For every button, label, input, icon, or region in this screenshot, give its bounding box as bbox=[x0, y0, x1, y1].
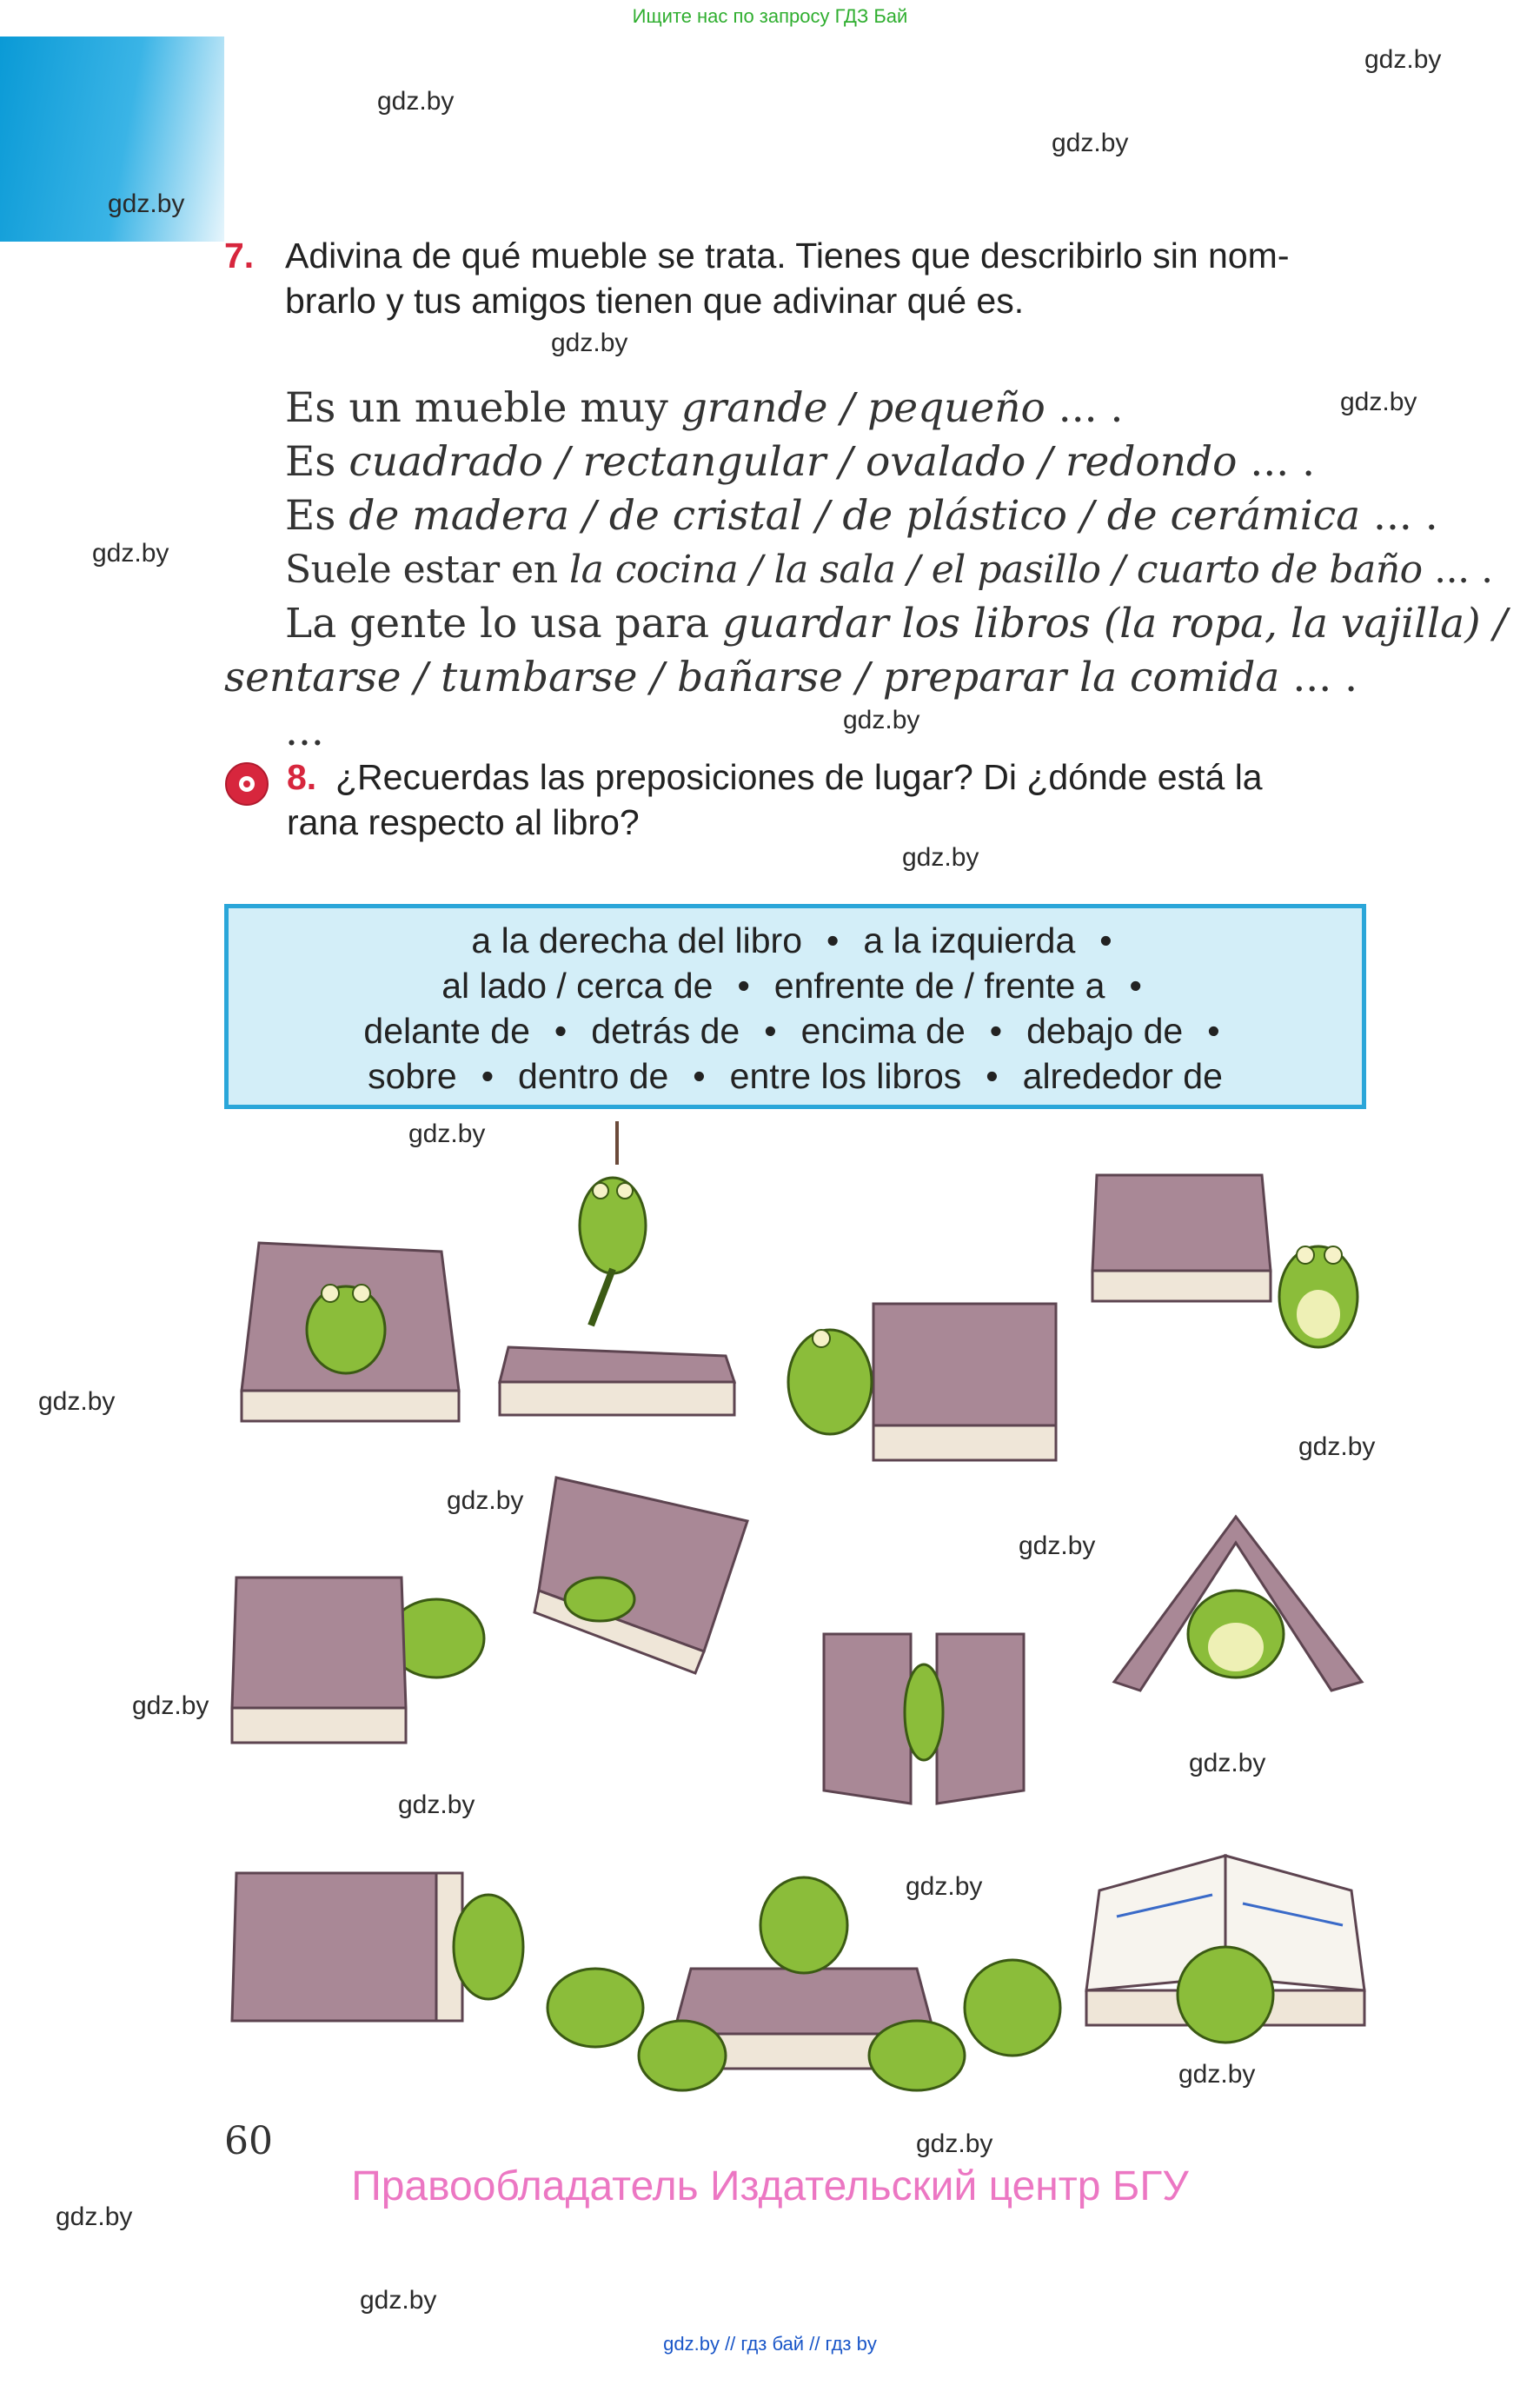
frogs-around-book-illustration bbox=[534, 1860, 1073, 2095]
watermark: gdz.by bbox=[447, 1486, 524, 1515]
example-line: sentarse / tumbarse / bañarse / preparar la comida ... . bbox=[224, 654, 1358, 701]
watermark: gdz.by bbox=[92, 539, 169, 568]
search-hint: Ищите нас по запросу ГДЗ Бай bbox=[632, 5, 908, 27]
watermark: gdz.by bbox=[1298, 1432, 1376, 1461]
frog-between-books-illustration bbox=[815, 1617, 1032, 1812]
watermark: gdz.by bbox=[377, 87, 455, 116]
watermark: gdz.by bbox=[906, 1872, 983, 1901]
task-text: rana respecto al libro? bbox=[287, 802, 640, 842]
watermark: gdz.by bbox=[108, 189, 185, 218]
watermark: gdz.by bbox=[56, 2202, 133, 2231]
watermark: gdz.by bbox=[902, 843, 979, 872]
watermark: gdz.by bbox=[916, 2129, 993, 2158]
example-line: Es de madera / de cristal / de plástico / de cerámica ... . bbox=[285, 492, 1438, 540]
footer-links[interactable]: gdz.by // гдз бай // гдз by bbox=[663, 2333, 877, 2355]
task-7 bbox=[224, 233, 1380, 321]
example-line: ... bbox=[285, 708, 324, 755]
frog-next-to-book-illustration bbox=[228, 1860, 532, 2056]
task-text: ¿Recuerdas las preposiciones de lugar? Di ¿dónde está la bbox=[335, 757, 1263, 797]
watermark: gdz.by bbox=[1340, 388, 1417, 416]
example-line: Suele estar en la cocina / la sala / el pasillo / cuarto de baño ... . bbox=[285, 548, 1493, 592]
task-number: 7. bbox=[224, 236, 255, 276]
task-text: brarlo y tus amigos tienen que adivinar qué es. bbox=[285, 281, 1025, 321]
copyright-notice: Правообладатель Издательский центр БГУ bbox=[351, 2163, 1189, 2209]
frog-inside-book-illustration bbox=[530, 1469, 765, 1686]
example-line: Es cuadrado / rectangular / ovalado / redondo ... . bbox=[285, 438, 1316, 486]
audio-disc-icon[interactable] bbox=[224, 761, 269, 807]
watermark: gdz.by bbox=[132, 1691, 209, 1720]
prepositions-box bbox=[224, 904, 1366, 1109]
preposition-row: al lado / cerca de • enfrente de / frente a • bbox=[441, 966, 1142, 1006]
frog-left-of-book-illustration bbox=[778, 1286, 1065, 1469]
frog-right-of-book-illustration bbox=[1088, 1166, 1375, 1375]
watermark: gdz.by bbox=[843, 706, 920, 734]
watermark: gdz.by bbox=[38, 1387, 116, 1416]
watermark: gdz.by bbox=[1019, 1531, 1096, 1560]
watermark: gdz.by bbox=[1189, 1749, 1266, 1777]
task-8 bbox=[287, 754, 1382, 842]
task-number: 8. bbox=[287, 757, 317, 797]
watermark: gdz.by bbox=[1178, 2060, 1256, 2089]
task-text: Adivina de qué mueble se trata. Tienes que describirlo sin nom- bbox=[285, 236, 1290, 276]
example-line: La gente lo usa para guardar los libros (la ropa, la vajilla) / bbox=[285, 600, 1508, 648]
frog-in-front-of-book-illustration bbox=[1082, 1838, 1369, 2047]
watermark: gdz.by bbox=[398, 1790, 475, 1819]
preposition-row: sobre • dentro de • entre los libros • alrededor de bbox=[368, 1056, 1223, 1096]
page-number: 60 bbox=[224, 2119, 273, 2163]
preposition-row: a la derecha del libro • a la izquierda • bbox=[471, 920, 1112, 960]
frog-behind-book-illustration bbox=[228, 1569, 497, 1760]
frog-above-book-illustration bbox=[482, 1121, 743, 1425]
watermark: gdz.by bbox=[1052, 129, 1129, 157]
watermark: gdz.by bbox=[1364, 45, 1442, 74]
watermark: gdz.by bbox=[360, 2286, 437, 2315]
preposition-row: delante de • detrás de • encima de • debajo de • bbox=[363, 1011, 1220, 1051]
frog-under-book-illustration bbox=[1105, 1508, 1371, 1704]
example-line: Es un mueble muy grande / pequeño ... . bbox=[285, 384, 1124, 432]
frog-on-book-cover-illustration bbox=[224, 1234, 468, 1434]
watermark: gdz.by bbox=[551, 329, 628, 357]
watermark: gdz.by bbox=[408, 1119, 486, 1148]
